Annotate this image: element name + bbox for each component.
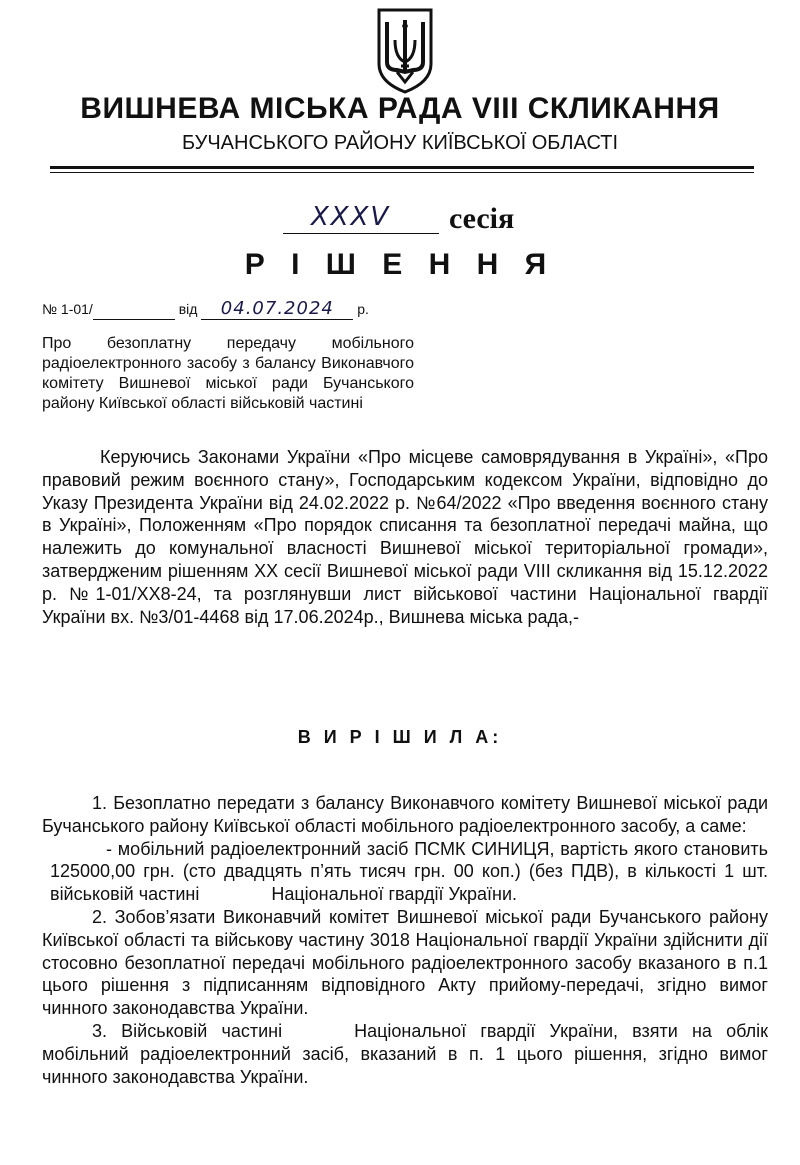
preamble — [42, 446, 768, 628]
decision-date-handwritten: 04.07.2024 — [201, 298, 353, 320]
session-underline — [283, 233, 439, 234]
resolved-heading: В И Р І Ш И Л А: — [297, 727, 503, 747]
decision-title: Р І Ш Е Н Н Я — [244, 248, 556, 281]
item-3-b: Національної гвардії України, взяти на облік мобільний радіоелектронний засіб, вказаний в п. 1 цього рішення, згідно вимог чинного законодавства України. — [42, 1020, 768, 1087]
decision-number-date — [42, 298, 369, 320]
decision-subject: Про безоплатну передачу мобільного радіоелектронного засобу з балансу Виконавчого комітету Вишневої міської ради Бучанського району Київської області військовій частині — [42, 335, 414, 412]
trident-coat-of-arms-icon — [373, 6, 437, 96]
decision-number-blank — [93, 305, 175, 320]
item-2: 2. Зобов’язати Виконавчий комітет Вишневої міської ради Бучанського району Київської області та військову частину 3018 Національної гвардії України здійснити дії стосовно безоплатної передачі мобільного радіоелектронного засобу вказаного в п.1 цього рішення з підписанням відповідного Акту прийому-передачі, згідно вимог чинного законодавства України. — [42, 906, 768, 1019]
item-1-detail-b: Національної гвардії України. — [271, 884, 517, 905]
decision-date-suffix: р. — [357, 301, 369, 317]
council-name: ВИШНЕВА МІСЬКА РАДА VIII СКЛИКАННЯ — [80, 92, 720, 125]
header-rule-thin — [50, 172, 754, 173]
session-word: сесія — [449, 202, 515, 235]
header-rule-thick — [50, 166, 754, 169]
session-number-handwritten: XXXV — [311, 202, 391, 232]
item-1-detail — [42, 838, 768, 906]
council-district: БУЧАНСЬКОГО РАЙОНУ КИЇВСЬКОЇ ОБЛАСТІ — [181, 132, 618, 154]
item-3-a: 3. Військовій частині — [92, 1020, 283, 1041]
decision-items — [42, 792, 768, 1088]
item-3 — [42, 1020, 768, 1088]
decision-date-prefix: від — [178, 301, 198, 317]
decision-number-prefix: № 1-01/ — [42, 301, 93, 317]
item-1-intro: 1. Безоплатно передати з балансу Виконавчого комітету Вишневої міської ради Бучанського району Київської області мобільного радіоелектронного засобу, а саме: — [42, 793, 768, 836]
preamble-paragraph: Керуючись Законами України «Про місцеве самоврядування в Україні», «Про правовий режим воєнного стану», Господарським кодексом України, відповідно до Указу Президента України від 24.02.2022 р. №64/2022 «Про введення воєнного стану в Україні», Положенням «Про порядок списання та безоплатної передачі майна, що належить до комунальної власності Вишневої міської територіальної громади», затвердженим рішенням XX сесії Вишневої міської ради VIII скликання від 15.12.2022 р. №1-01/XX8-24, та розглянувши лист військової частини Національної гвардії України вх. №3/01-4468 від 17.06.2024р., Вишнева міська рада,- — [42, 447, 768, 627]
item-1-detail-a: - мобільний радіоелектронний засіб ПСМК СИНИЦЯ, вартість якого становить 125000,00 грн. (сто двадцять п’ять тисяч грн. 00 коп.) (без ПДВ), в кількості 1 шт. військовій частині — [50, 838, 768, 905]
